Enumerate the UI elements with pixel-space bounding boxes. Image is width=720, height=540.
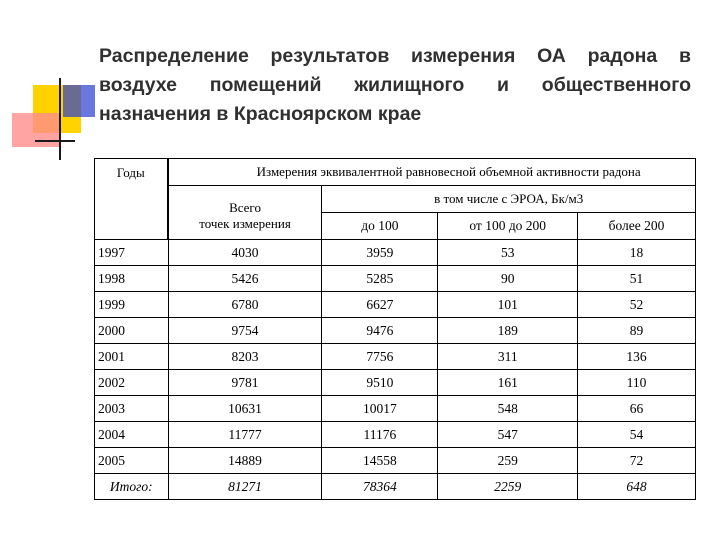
table-row [95, 240, 696, 266]
cell-low: 10017 [322, 396, 438, 422]
cell-total: 9754 [168, 318, 322, 344]
cell-total: 9781 [168, 370, 322, 396]
cell-total: 10631 [168, 396, 322, 422]
decor-horizontal-line [35, 140, 75, 142]
cell-total: 4030 [168, 240, 322, 266]
table-row [95, 344, 696, 370]
cell-mid: 259 [438, 448, 578, 474]
cell-low: 3959 [322, 240, 438, 266]
header-sub: в том числе с ЭРОА, Бк/м3 [322, 186, 696, 213]
cell-high: 18 [578, 240, 696, 266]
header-years: Годы [95, 159, 168, 240]
cell-low: 7756 [322, 344, 438, 370]
cell-total: 14889 [168, 448, 322, 474]
header-col-high: более 200 [578, 213, 696, 240]
table-row [95, 448, 696, 474]
header-total-points [168, 186, 322, 240]
header-total-line1: Всего [229, 199, 261, 215]
slide-title: Распределение результатов измерения ОА радона в воздухе помещений жилищного и общественного назначения в Красноярском крае [99, 45, 691, 125]
cell-total: 11777 [168, 422, 322, 448]
header-main: Измерения эквивалентной равновесной объемной активности радона [168, 159, 695, 186]
cell-total: 81271 [168, 474, 322, 500]
cell-low: 11176 [322, 422, 438, 448]
total-row [95, 474, 696, 500]
cell-year: 2004 [95, 422, 169, 448]
cell-year: 2003 [95, 396, 169, 422]
cell-total: 8203 [168, 344, 322, 370]
table-row [95, 266, 696, 292]
cell-year: 1998 [95, 266, 169, 292]
decor-vertical-line [59, 78, 61, 160]
cell-mid: 161 [438, 370, 578, 396]
table-row [95, 370, 696, 396]
cell-mid: 2259 [438, 474, 578, 500]
cell-year: 1997 [95, 240, 169, 266]
cell-low: 6627 [322, 292, 438, 318]
header-col-mid: от 100 до 200 [438, 213, 578, 240]
cell-low: 9476 [322, 318, 438, 344]
cell-high: 89 [578, 318, 696, 344]
cell-year: 2002 [95, 370, 169, 396]
cell-total-label: Итого: [95, 474, 169, 500]
cell-year: 1999 [95, 292, 169, 318]
cell-high: 51 [578, 266, 696, 292]
table-row [95, 318, 696, 344]
cell-high: 54 [578, 422, 696, 448]
cell-low: 78364 [322, 474, 438, 500]
cell-high: 648 [578, 474, 696, 500]
cell-year: 2000 [95, 318, 169, 344]
cell-mid: 547 [438, 422, 578, 448]
cell-year: 2005 [95, 448, 169, 474]
cell-total: 5426 [168, 266, 322, 292]
cell-low: 9510 [322, 370, 438, 396]
table-row [95, 396, 696, 422]
header-total-line2: точек измерения [199, 215, 291, 231]
cell-mid: 53 [438, 240, 578, 266]
cell-year: 2001 [95, 344, 169, 370]
table-row [95, 422, 696, 448]
cell-high: 66 [578, 396, 696, 422]
cell-high: 136 [578, 344, 696, 370]
cell-mid: 189 [438, 318, 578, 344]
cell-mid: 548 [438, 396, 578, 422]
cell-mid: 101 [438, 292, 578, 318]
header-col-low: до 100 [322, 213, 438, 240]
cell-total: 6780 [168, 292, 322, 318]
decor-blue-square [63, 85, 95, 117]
cell-low: 14558 [322, 448, 438, 474]
cell-mid: 311 [438, 344, 578, 370]
cell-high: 110 [578, 370, 696, 396]
cell-high: 52 [578, 292, 696, 318]
radon-table [94, 158, 696, 500]
cell-high: 72 [578, 448, 696, 474]
cell-low: 5285 [322, 266, 438, 292]
cell-mid: 90 [438, 266, 578, 292]
table-row [95, 292, 696, 318]
